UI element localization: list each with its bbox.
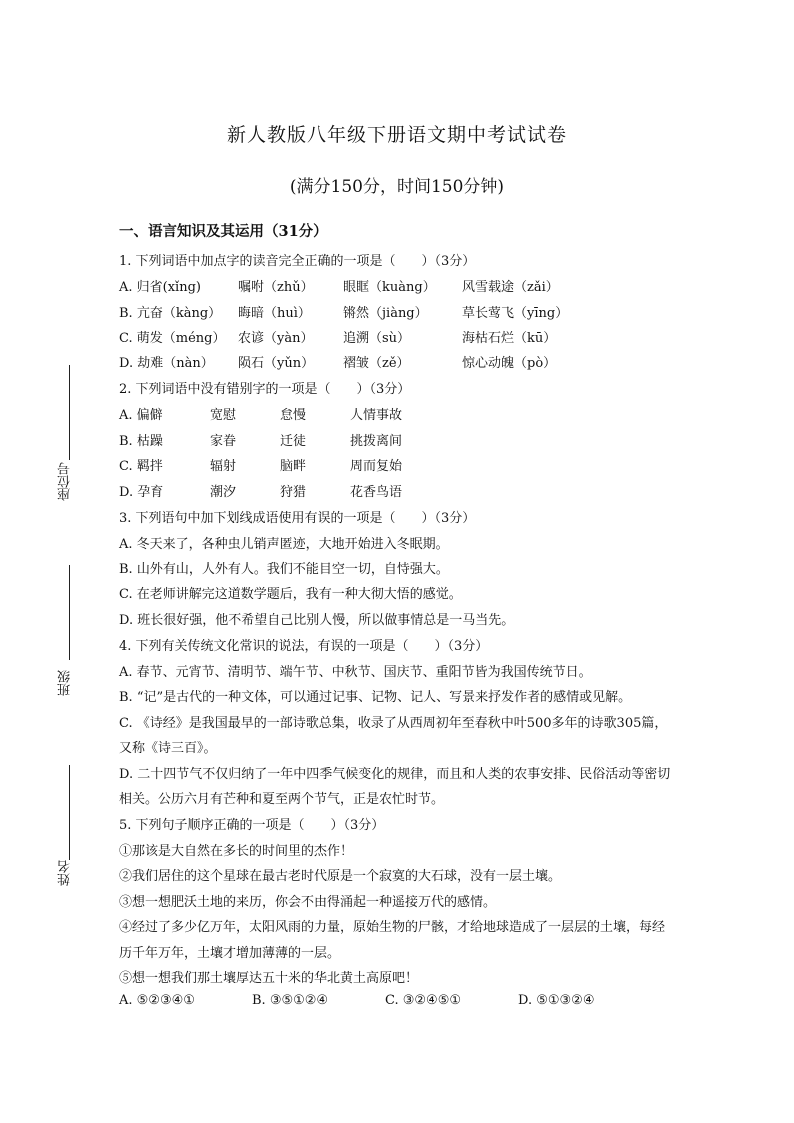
q2-a-4: 人情事故 [350,408,403,423]
q3-option-b: B. 山外有山，人外有人。我们不能目空一切，自恃强大。 [119,562,449,577]
q5-line-2: ②我们居住的这个星球在最古老时代原是一个寂寞的大石球，没有一层土壤。 [119,869,562,884]
q1-b-1: B. 亢奋（kàng） [119,306,222,321]
page-subtitle: (满分150分，时间150分钟) [289,177,505,197]
q2-d-4: 花香鸟语 [350,485,403,500]
q5-line-4: ④经过了多少亿万年，太阳风雨的力量，原始生物的尸骸，才给地球造成了一层层的土壤，每经 [119,920,666,935]
q1-a-1: A. 归省(xǐng) [119,280,201,295]
q4-stem: 4. 下列有关传统文化常识的说法，有误的一项是（ ）（3分） [119,639,489,654]
q4-line-4: 又称《诗三百》。 [119,741,217,756]
q1-d-2: 陨石（yǔn） [238,356,315,371]
q2-d-1: D. 孕育 [119,485,164,500]
name-line [69,765,70,860]
q1-b-2: 晦暗（huì） [238,306,311,321]
q1-c-4: 海枯石烂（kū） [462,331,557,346]
q1-b-3: 锵然（jiàng） [343,306,428,321]
class-label: 班级 [58,670,73,696]
q2-b-3: 迁徒 [280,434,307,449]
q1-a-3: 眼眶（kuàng） [343,280,436,295]
q2-b-2: 家眷 [210,434,237,449]
q5-answer-a: A. ⑤②③④① [119,993,195,1008]
q1-a-4: 风雪载途（zǎi） [462,280,559,295]
q2-a-3: 怠慢 [280,408,307,423]
q1-d-3: 褶皱（zě） [343,356,410,371]
q1-d-4: 惊心动魄（pò） [462,356,557,371]
q3-stem: 3. 下列语句中加下划线成语使用有误的一项是（ ）（3分） [119,511,476,526]
q2-b-1: B. 枯躁 [119,434,163,449]
q1-stem: 1. 下列词语中加点字的读音完全正确的一项是（ ）（3分） [119,254,476,269]
q3-option-d: D. 班长很好强，他不希望自己比别人慢，所以做事情总是一马当先。 [119,613,515,628]
q5-stem: 5. 下列句子顺序正确的一项是（ ）（3分） [119,818,385,833]
q3-option-a: A. 冬天来了，各种虫儿销声匿迹，大地开始进入冬眠期。 [119,537,449,552]
q2-c-3: 脑畔 [280,459,307,474]
q5-line-5: 历千年万年，土壤才增加薄薄的一层。 [119,946,341,961]
q5-line-1: ①那该是大自然在多长的时间里的杰作！ [119,844,354,859]
class-line [69,565,70,660]
q4-line-1: A. 春节、元宵节、清明节、端午节、中秋节、国庆节、重阳节皆为我国传统节日。 [119,665,592,680]
q2-d-3: 狩猎 [280,485,307,500]
q4-line-2: B. “记”是古代的一种文体，可以通过记事、记物、记人、写景来抒发作者的感情或见解。 [119,690,632,705]
q5-answer-d: D. ⑤①③②④ [518,993,595,1008]
q4-line-5: D. 二十四节气不仅归纳了一年中四季气候变化的规律，而且和人类的农事安排、民俗活动等密切 [119,767,671,782]
q2-d-2: 潮汐 [210,485,237,500]
q1-c-2: 农谚（yàn） [238,331,314,346]
seat-label: 座位号 [58,462,73,501]
q5-answer-c: C. ③②④⑤① [385,993,462,1008]
q1-d-1: D. 劫难（nàn） [119,356,214,371]
seat-line [69,365,70,460]
q2-c-1: C. 羁拌 [119,459,163,474]
q2-a-1: A. 偏僻 [119,408,163,423]
q5-answer-b: B. ③⑤①②④ [252,993,329,1008]
q2-stem: 2. 下列词语中没有错别字的一项是（ ）（3分） [119,382,411,397]
q2-c-4: 周而复始 [350,459,403,474]
q3-option-c: C. 在老师讲解完这道数学题后，我有一种大彻大悟的感觉。 [119,587,462,602]
q4-line-6: 相关。公历六月有芒种和夏至两个节气，正是农忙时节。 [119,792,445,807]
q1-b-4: 草长莺飞（yīng） [462,306,569,321]
q2-c-2: 辐射 [210,459,237,474]
q2-a-2: 宽慰 [210,408,237,423]
q1-a-2: 嘱咐（zhǔ） [238,280,314,295]
page-title: 新人教版八年级下册语文期中考试试卷 [226,124,567,146]
q1-c-1: C. 萌发（méng） [119,331,226,346]
section-heading: 一、语言知识及其运用（31分） [119,223,328,240]
name-label: 姓名 [58,860,73,886]
q1-c-3: 追溯（sù） [343,331,411,346]
q2-b-4: 挑拨离间 [350,434,403,449]
q4-line-3: C. 《诗经》是我国最早的一部诗歌总集，收录了从西周初年至春秋中叶500多年的诗歌305篇， [119,716,668,731]
q5-line-6: ⑤想一想我们那土壤厚达五十米的华北黄土高原吧！ [119,971,419,986]
q5-line-3: ③想一想肥沃土地的来历，你会不由得涌起一种遥接万代的感情。 [119,895,497,910]
